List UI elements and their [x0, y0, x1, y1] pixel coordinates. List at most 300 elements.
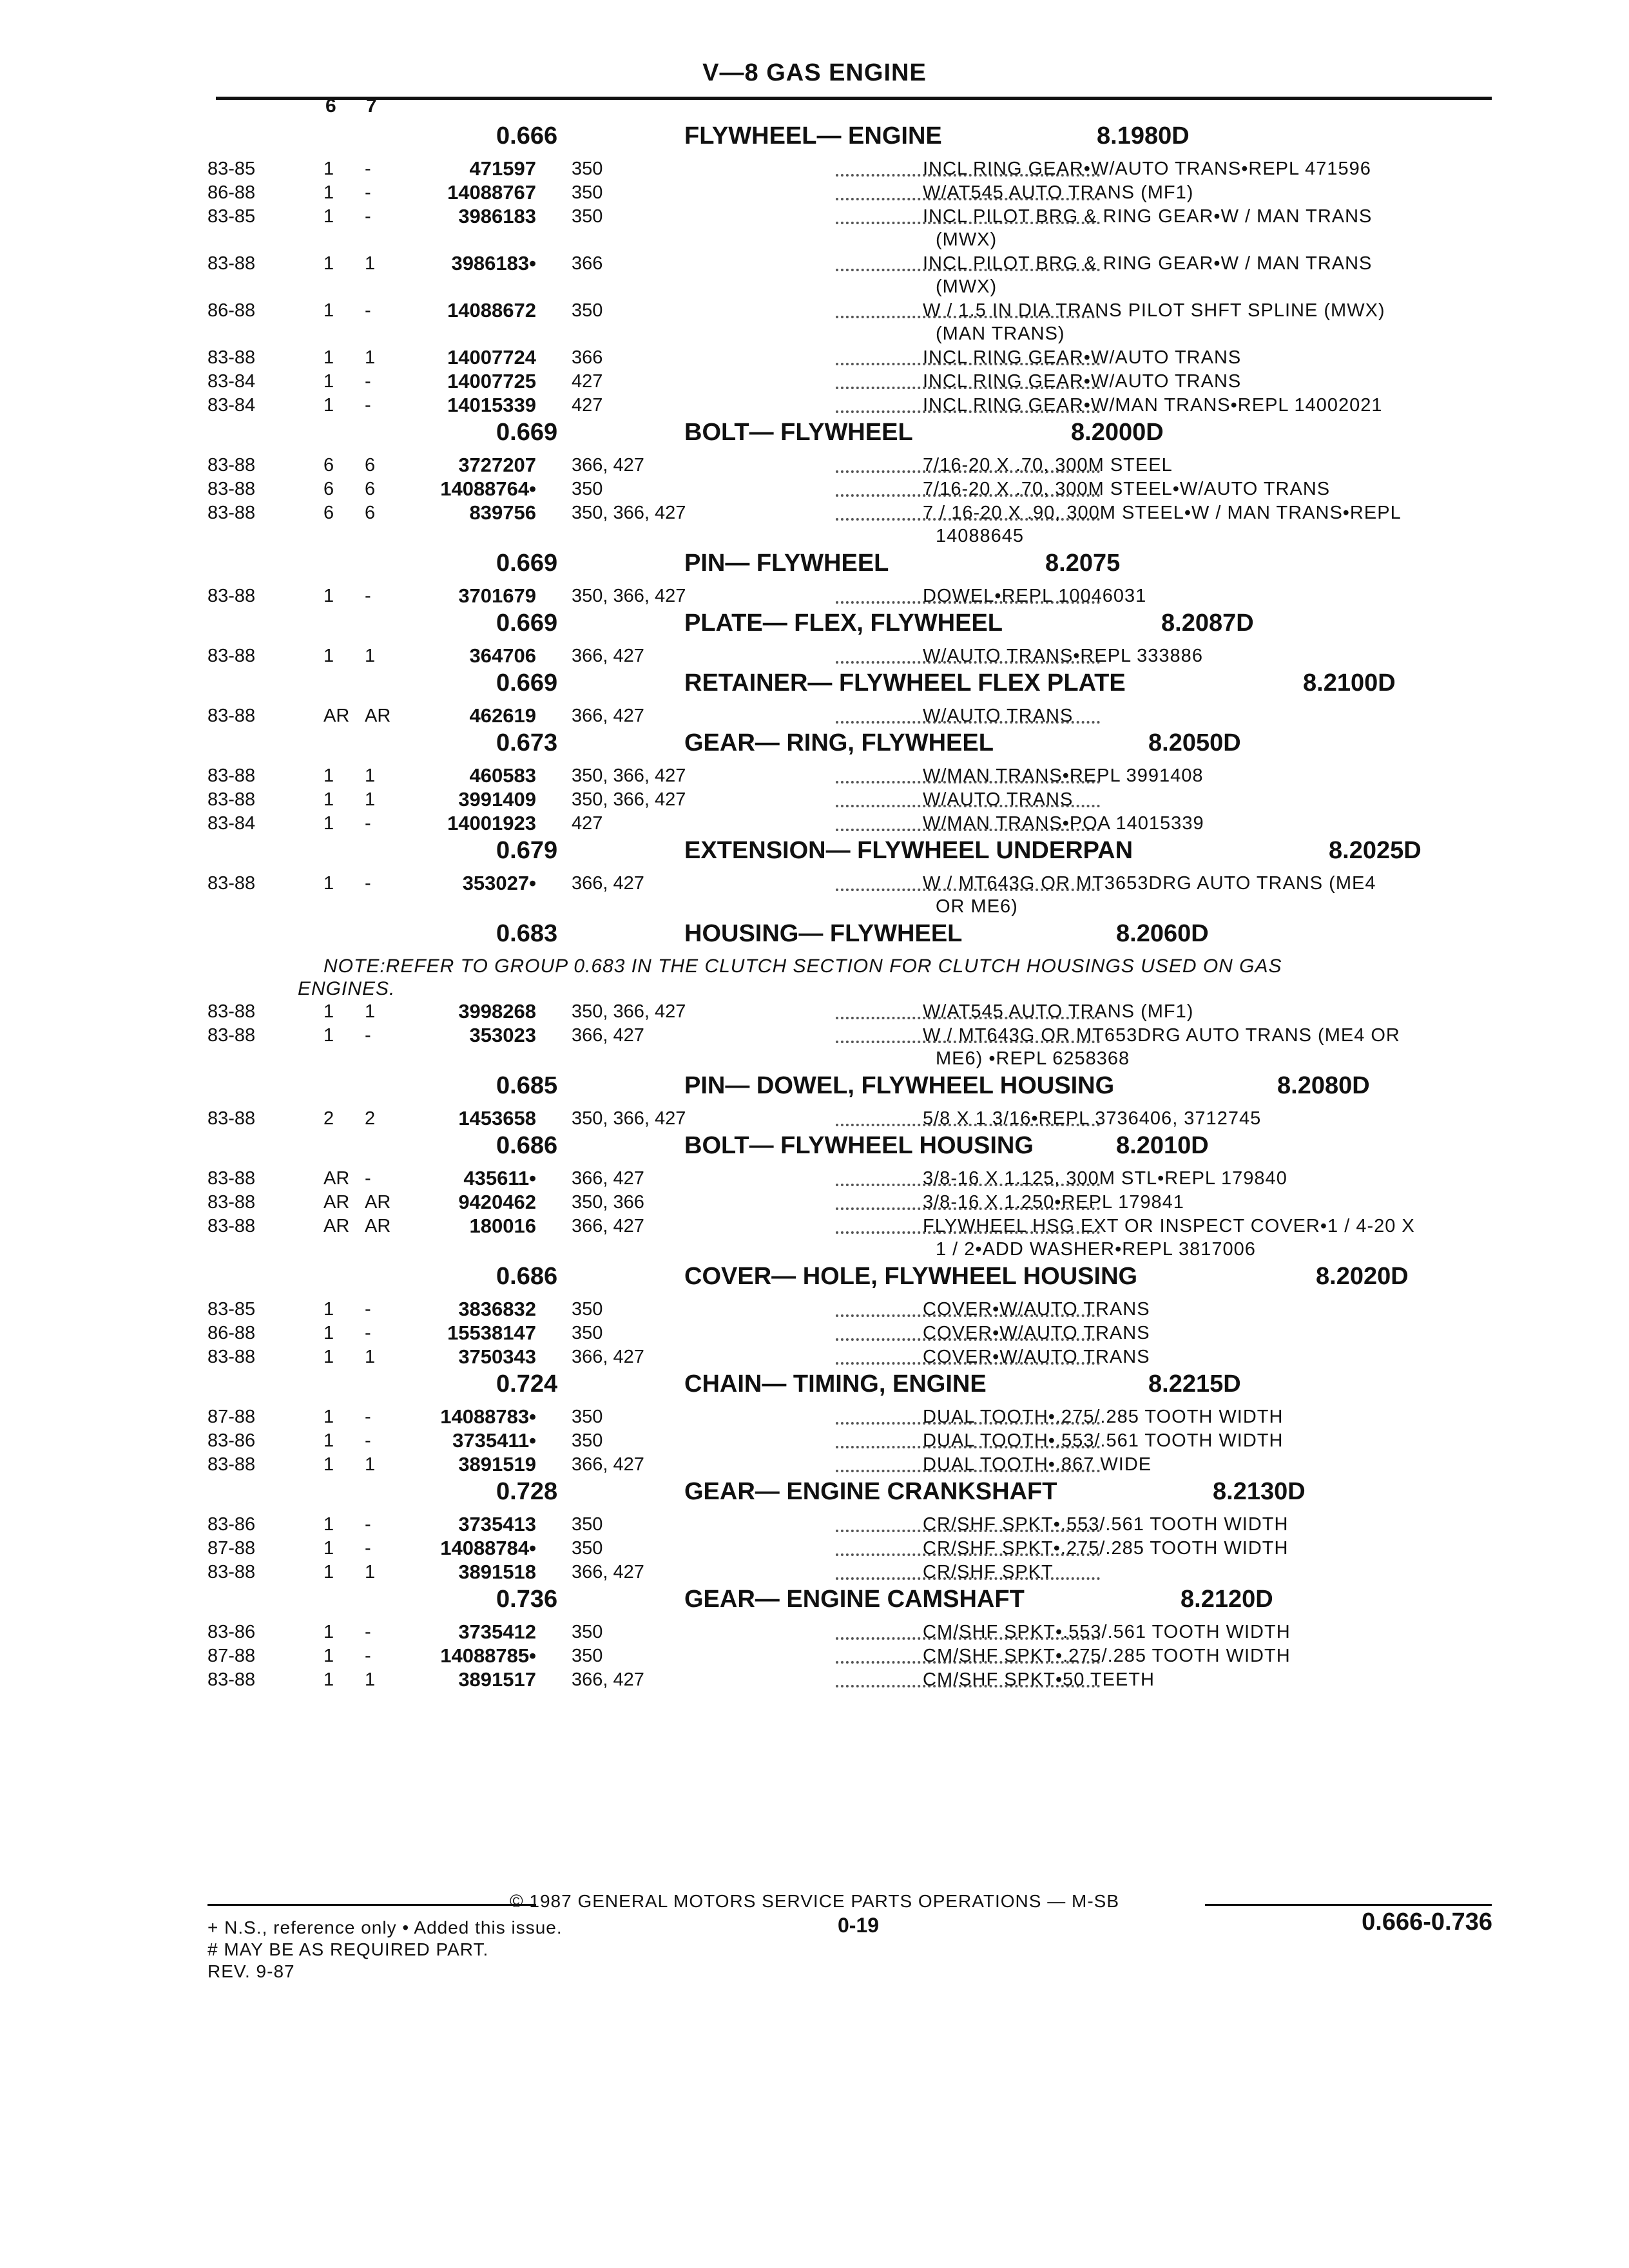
quantity-a: AR	[323, 706, 350, 726]
description-line: INCL PILOT BRG & RING GEAR•W / MAN TRANS	[923, 253, 1373, 274]
quantity-b: -	[365, 1407, 371, 1427]
model-years: 83-88	[207, 586, 256, 606]
model-years: 83-88	[207, 1669, 256, 1690]
group-ref: 8.2130D	[1213, 1478, 1306, 1505]
group-code: 0.686	[496, 1132, 558, 1159]
part-description	[923, 1000, 1541, 1023]
description-line: CR/SHF SPKT•.275/.285 TOOTH WIDTH	[923, 1538, 1289, 1559]
part-number: 14088767	[447, 181, 536, 204]
description-line: 3/8-16 X 1.125, 300M STL•REPL 179840	[923, 1168, 1287, 1189]
engine-application: 366, 427	[572, 1168, 644, 1189]
group-title: BOLT— FLYWHEEL HOUSING	[684, 1132, 1034, 1159]
part-number: 3986183•	[451, 252, 536, 274]
part-description	[923, 1321, 1541, 1345]
quantity-a: 1	[323, 1622, 334, 1642]
model-years: 83-85	[207, 159, 256, 179]
part-group	[207, 836, 1528, 919]
part-number: 3891518	[458, 1561, 536, 1583]
part-row	[207, 1453, 1528, 1477]
part-number: 3991409	[458, 788, 536, 811]
group-ref: 8.2020D	[1316, 1263, 1409, 1290]
part-row	[207, 1167, 1528, 1191]
description-line: DUAL TOOTH•.867 WIDE	[923, 1454, 1152, 1475]
description-line: W / 1.5 IN DIA TRANS PILOT SHFT SPLINE (MWX)	[923, 300, 1385, 321]
part-description	[923, 704, 1541, 727]
part-description	[923, 1620, 1541, 1644]
quantity-b: -	[365, 1168, 371, 1189]
quantity-a: 1	[323, 646, 334, 666]
part-row	[207, 812, 1528, 836]
quantity-a: AR	[323, 1192, 350, 1213]
part-row	[207, 1298, 1528, 1321]
part-number: 435611•	[463, 1167, 536, 1189]
model-years: 86-88	[207, 182, 256, 203]
quantity-b: 1	[365, 789, 376, 810]
part-row	[207, 394, 1528, 418]
quantity-a: 1	[323, 159, 334, 179]
description-line: FLYWHEEL HSG EXT OR INSPECT COVER•1 / 4-20 X	[923, 1216, 1415, 1236]
model-years: 83-88	[207, 253, 256, 274]
part-description	[923, 454, 1541, 477]
engine-application: 350	[572, 300, 603, 321]
engine-application: 350	[572, 479, 603, 499]
quantity-a: 1	[323, 347, 334, 368]
part-number: 471597	[469, 157, 536, 180]
part-number: 3998268	[458, 1000, 536, 1023]
quantity-b: -	[365, 395, 371, 416]
engine-application: 350, 366, 427	[572, 586, 686, 606]
group-heading	[207, 548, 1528, 584]
revision: REV. 9-87	[207, 1961, 295, 1981]
quantity-b: 1	[365, 347, 376, 368]
quantity-b: 2	[365, 1108, 376, 1129]
description-line: INCL RING GEAR•W/AUTO TRANS	[923, 371, 1242, 392]
part-row	[207, 1561, 1528, 1584]
quantity-b: -	[365, 371, 371, 392]
group-heading	[207, 1262, 1528, 1298]
quantity-b: -	[365, 1323, 371, 1343]
part-description	[923, 370, 1541, 393]
part-number: 462619	[469, 704, 536, 727]
part-group	[207, 1369, 1528, 1477]
part-description	[923, 1561, 1541, 1584]
quantity-a: 1	[323, 182, 334, 203]
description-line: W/AT545 AUTO TRANS (MF1)	[923, 182, 1194, 203]
description-line: ME6) •REPL 6258368	[936, 1048, 1130, 1069]
part-number: 3727207	[458, 454, 536, 476]
engine-application: 350	[572, 1323, 603, 1343]
engine-application: 350	[572, 1430, 603, 1451]
part-number: 14088764•	[440, 477, 536, 500]
part-row	[207, 1405, 1528, 1429]
group-range: 0.666-0.736	[1362, 1908, 1492, 1936]
part-row	[207, 477, 1528, 501]
part-description	[923, 1191, 1541, 1214]
part-number: 3986183	[458, 205, 536, 227]
group-code: 0.728	[496, 1478, 558, 1505]
group-heading	[207, 121, 1528, 157]
engine-application: 366, 427	[572, 1025, 644, 1046]
group-code: 0.683	[496, 920, 558, 947]
quantity-b: 6	[365, 503, 376, 523]
part-number: 3701679	[458, 584, 536, 607]
quantity-a: 1	[323, 765, 334, 786]
part-description	[923, 346, 1541, 369]
group-ref: 8.2075	[1045, 550, 1121, 577]
quantity-b: -	[365, 873, 371, 894]
group-heading	[207, 1369, 1528, 1405]
quantity-b: -	[365, 586, 371, 606]
part-number: 14007724	[447, 346, 536, 369]
part-number: 14088784•	[440, 1537, 536, 1559]
part-row	[207, 1644, 1528, 1668]
model-years: 87-88	[207, 1407, 256, 1427]
quantity-a: 1	[323, 1454, 334, 1475]
group-code: 0.686	[496, 1263, 558, 1290]
part-description	[923, 157, 1541, 180]
model-years: 83-85	[207, 206, 256, 227]
part-description	[923, 788, 1541, 811]
engine-application: 350, 366	[572, 1192, 644, 1213]
description-line: CR/SHF SPKT•.553/.561 TOOTH WIDTH	[923, 1514, 1289, 1535]
model-years: 83-88	[207, 765, 256, 786]
note-line: NOTE:REFER TO GROUP 0.683 IN THE CLUTCH SECTION FOR CLUTCH HOUSINGS USED ON GAS	[323, 956, 1282, 977]
quantity-a: 1	[323, 371, 334, 392]
quantity-a: 6	[323, 503, 334, 523]
part-description	[923, 1345, 1541, 1369]
group-heading	[207, 836, 1528, 872]
legend-line: + N.S., reference only • Added this issue.	[207, 1917, 563, 1937]
part-row	[207, 584, 1528, 608]
group-heading	[207, 608, 1528, 644]
engine-application: 366, 427	[572, 646, 644, 666]
description-line: INCL RING GEAR•W/AUTO TRANS	[923, 347, 1242, 368]
description-line: W / MT643G OR MT653DRG AUTO TRANS (ME4 OR	[923, 1025, 1400, 1046]
model-years: 83-88	[207, 1001, 256, 1022]
column-header-b: 7	[366, 95, 377, 117]
part-number: 353023	[469, 1024, 536, 1046]
group-heading	[207, 1477, 1528, 1513]
part-group	[207, 1477, 1528, 1584]
group-code: 0.724	[496, 1370, 558, 1398]
part-row	[207, 252, 1528, 299]
part-description	[923, 205, 1541, 251]
part-row	[207, 1668, 1528, 1692]
engine-application: 366, 427	[572, 455, 644, 476]
quantity-a: 1	[323, 1001, 334, 1022]
group-title: PLATE— FLEX, FLYWHEEL	[684, 610, 1003, 637]
part-description	[923, 501, 1541, 548]
part-group	[207, 668, 1528, 728]
part-number: 180016	[469, 1215, 536, 1237]
quantity-a: 1	[323, 395, 334, 416]
quantity-a: AR	[323, 1216, 350, 1236]
group-ref: 8.2080D	[1277, 1072, 1370, 1099]
model-years: 83-88	[207, 706, 256, 726]
part-description	[923, 299, 1541, 345]
part-group	[207, 1584, 1528, 1692]
group-title: FLYWHEEL— ENGINE	[684, 122, 942, 149]
description-line: 7/16-20 X .70, 300M STEEL	[923, 455, 1173, 476]
part-row	[207, 1107, 1528, 1131]
quantity-b: -	[365, 300, 371, 321]
quantity-b: -	[365, 182, 371, 203]
model-years: 83-88	[207, 1025, 256, 1046]
part-group	[207, 919, 1528, 1071]
part-number: 14007725	[447, 370, 536, 392]
part-description	[923, 644, 1541, 668]
description-line: 5/8 X 1 3/16•REPL 3736406, 3712745	[923, 1108, 1262, 1129]
quantity-b: 1	[365, 1562, 376, 1582]
description-line: W/AUTO TRANS	[923, 789, 1074, 810]
part-description	[923, 252, 1541, 298]
quantity-b: -	[365, 1430, 371, 1451]
part-number: 3891519	[458, 1453, 536, 1475]
engine-application: 366, 427	[572, 873, 644, 894]
engine-application: 350, 366, 427	[572, 1108, 686, 1129]
quantity-a: 6	[323, 455, 334, 476]
model-years: 83-88	[207, 503, 256, 523]
column-header-a: 6	[325, 95, 336, 117]
engine-application: 350	[572, 1646, 603, 1666]
part-description	[923, 872, 1541, 918]
quantity-b: -	[365, 1514, 371, 1535]
quantity-a: 1	[323, 1025, 334, 1046]
quantity-b: 6	[365, 479, 376, 499]
quantity-b: 1	[365, 1001, 376, 1022]
quantity-b: AR	[365, 706, 391, 726]
description-line: W/AUTO TRANS	[923, 706, 1074, 726]
part-number: 14088783•	[440, 1405, 536, 1428]
description-line: OR ME6)	[936, 896, 1018, 917]
group-code: 0.669	[496, 610, 558, 637]
part-row	[207, 704, 1528, 728]
part-description	[923, 1537, 1541, 1560]
part-number: 1453658	[458, 1107, 536, 1129]
part-row	[207, 872, 1528, 919]
quantity-b: 1	[365, 1454, 376, 1475]
model-years: 87-88	[207, 1646, 256, 1666]
description-line: 3/8-16 X 1.250•REPL 179841	[923, 1192, 1184, 1213]
quantity-a: 1	[323, 873, 334, 894]
group-ref: 8.1980D	[1097, 122, 1190, 149]
quantity-a: 6	[323, 479, 334, 499]
part-row	[207, 501, 1528, 548]
group-code: 0.673	[496, 729, 558, 756]
part-row	[207, 1191, 1528, 1215]
quantity-a: 1	[323, 300, 334, 321]
group-title: EXTENSION— FLYWHEEL UNDERPAN	[684, 837, 1133, 864]
group-code: 0.736	[496, 1586, 558, 1613]
model-years: 87-88	[207, 1538, 256, 1559]
engine-application: 350	[572, 1538, 603, 1559]
part-description	[923, 812, 1541, 835]
group-title: GEAR— ENGINE CRANKSHAFT	[684, 1478, 1057, 1505]
engine-application: 427	[572, 395, 603, 416]
group-code: 0.666	[496, 122, 558, 149]
description-line: 1 / 2•ADD WASHER•REPL 3817006	[936, 1239, 1256, 1260]
model-years: 83-88	[207, 1108, 256, 1129]
copyright: © 1987 GENERAL MOTORS SERVICE PARTS OPERATIONS — M-SB	[509, 1891, 1119, 1911]
description-line: COVER•W/AUTO TRANS	[923, 1347, 1150, 1367]
part-row	[207, 346, 1528, 370]
engine-application: 350, 366, 427	[572, 1001, 686, 1022]
model-years: 83-88	[207, 1454, 256, 1475]
group-ref: 8.2025D	[1329, 837, 1422, 864]
model-years: 83-84	[207, 395, 256, 416]
engine-application: 366, 427	[572, 1216, 644, 1236]
description-line: CM/SHF SPKT•50 TEETH	[923, 1669, 1155, 1690]
model-years: 83-88	[207, 479, 256, 499]
group-ref: 8.2060D	[1116, 920, 1209, 947]
engine-application: 350	[572, 206, 603, 227]
quantity-b: -	[365, 1646, 371, 1666]
quantity-column-headers	[325, 95, 401, 117]
engine-application: 350	[572, 159, 603, 179]
engine-application: 427	[572, 371, 603, 392]
group-title: GEAR— RING, FLYWHEEL	[684, 729, 994, 756]
description-line: CM/SHF SPKT•.275/.285 TOOTH WIDTH	[923, 1646, 1291, 1666]
part-description	[923, 1405, 1541, 1428]
part-group	[207, 1071, 1528, 1131]
group-heading	[207, 418, 1528, 454]
engine-application: 350, 366, 427	[572, 765, 686, 786]
quantity-b: -	[365, 1538, 371, 1559]
part-number: 14015339	[447, 394, 536, 416]
group-title: RETAINER— FLYWHEEL FLEX PLATE	[684, 669, 1126, 697]
model-years: 86-88	[207, 1323, 256, 1343]
quantity-a: 1	[323, 813, 334, 834]
quantity-a: 1	[323, 1514, 334, 1535]
quantity-b: 1	[365, 1347, 376, 1367]
part-row	[207, 370, 1528, 394]
quantity-b: -	[365, 1622, 371, 1642]
quantity-a: 1	[323, 1430, 334, 1451]
quantity-a: 1	[323, 253, 334, 274]
part-group	[207, 1131, 1528, 1262]
group-heading	[207, 668, 1528, 704]
engine-application: 366, 427	[572, 1669, 644, 1690]
part-row	[207, 181, 1528, 205]
engine-application: 366, 427	[572, 1347, 644, 1367]
legend-line: # MAY BE AS REQUIRED PART.	[207, 1939, 489, 1959]
part-description	[923, 1107, 1541, 1130]
group-heading	[207, 1071, 1528, 1107]
part-description	[923, 181, 1541, 204]
quantity-b: -	[365, 159, 371, 179]
part-number: 460583	[469, 764, 536, 787]
quantity-a: 1	[323, 1347, 334, 1367]
quantity-b: -	[365, 1299, 371, 1320]
part-description	[923, 1298, 1541, 1321]
part-number: 353027•	[462, 872, 536, 894]
model-years: 83-88	[207, 1168, 256, 1189]
description-line: INCL RING GEAR•W/AUTO TRANS•REPL 471596	[923, 159, 1371, 179]
part-row	[207, 1024, 1528, 1071]
description-line: CM/SHF SPKT•.553/.561 TOOTH WIDTH	[923, 1622, 1291, 1642]
part-description	[923, 1024, 1541, 1070]
quantity-a: 1	[323, 586, 334, 606]
part-number: 3836832	[458, 1298, 536, 1320]
quantity-b: 6	[365, 455, 376, 476]
part-description	[923, 1668, 1541, 1691]
part-row	[207, 1513, 1528, 1537]
description-line: DOWEL•REPL 10046031	[923, 586, 1147, 606]
model-years: 83-88	[207, 873, 256, 894]
group-title: PIN— DOWEL, FLYWHEEL HOUSING	[684, 1072, 1115, 1099]
part-description	[923, 1429, 1541, 1452]
page-number: 0-19	[838, 1914, 880, 1937]
description-line: COVER•W/AUTO TRANS	[923, 1323, 1150, 1343]
group-ref: 8.2215D	[1148, 1370, 1241, 1398]
part-number: 3735411•	[452, 1429, 536, 1452]
engine-application: 366, 427	[572, 1562, 644, 1582]
part-row	[207, 205, 1528, 252]
description-line: W/MAN TRANS•REPL 3991408	[923, 765, 1204, 786]
part-row	[207, 1345, 1528, 1369]
part-row	[207, 788, 1528, 812]
description-line: 7 / 16-20 X .90, 300M STEEL•W / MAN TRANS•REPL	[923, 503, 1402, 523]
model-years: 83-88	[207, 1216, 256, 1236]
group-ref: 8.2120D	[1181, 1586, 1273, 1613]
quantity-a: 1	[323, 1669, 334, 1690]
model-years: 83-88	[207, 646, 256, 666]
engine-application: 350, 366, 427	[572, 789, 686, 810]
parts-list	[207, 121, 1528, 1692]
quantity-b: -	[365, 813, 371, 834]
part-group	[207, 418, 1528, 548]
model-years: 83-88	[207, 789, 256, 810]
part-number: 14001923	[447, 812, 536, 834]
quantity-b: 1	[365, 765, 376, 786]
page-title: V—8 GAS ENGINE	[702, 59, 927, 86]
group-title: BOLT— FLYWHEEL	[684, 419, 913, 446]
part-description	[923, 1167, 1541, 1190]
part-number: 839756	[469, 501, 536, 524]
quantity-a: 1	[323, 206, 334, 227]
part-row	[207, 157, 1528, 181]
description-line: CR/SHF SPKT	[923, 1562, 1054, 1582]
part-number: 14088672	[447, 299, 536, 322]
group-ref: 8.2087D	[1161, 610, 1254, 637]
description-line: W/MAN TRANS•POA 14015339	[923, 813, 1204, 834]
quantity-a: 1	[323, 789, 334, 810]
group-ref: 8.2050D	[1148, 729, 1241, 756]
part-row	[207, 1429, 1528, 1453]
quantity-a: 1	[323, 1299, 334, 1320]
group-code: 0.685	[496, 1072, 558, 1099]
part-row	[207, 1321, 1528, 1345]
description-line: COVER•W/AUTO TRANS	[923, 1299, 1150, 1320]
description-line: 7/16-20 X .70, 300M STEEL•W/AUTO TRANS	[923, 479, 1331, 499]
quantity-b: -	[365, 206, 371, 227]
model-years: 83-85	[207, 1299, 256, 1320]
quantity-a: 2	[323, 1108, 334, 1129]
quantity-a: 1	[323, 1407, 334, 1427]
quantity-a: 1	[323, 1323, 334, 1343]
engine-application: 350, 366, 427	[572, 503, 686, 523]
part-description	[923, 584, 1541, 608]
group-ref: 8.2010D	[1116, 1132, 1209, 1159]
engine-application: 350	[572, 182, 603, 203]
engine-application: 366	[572, 347, 603, 368]
header-rule	[216, 97, 1492, 100]
part-number: 3750343	[458, 1345, 536, 1368]
group-ref: 8.2100D	[1303, 669, 1396, 697]
note-line: ENGINES.	[298, 978, 396, 999]
description-line: DUAL TOOTH•.553/.561 TOOTH WIDTH	[923, 1430, 1284, 1451]
quantity-a: AR	[323, 1168, 350, 1189]
